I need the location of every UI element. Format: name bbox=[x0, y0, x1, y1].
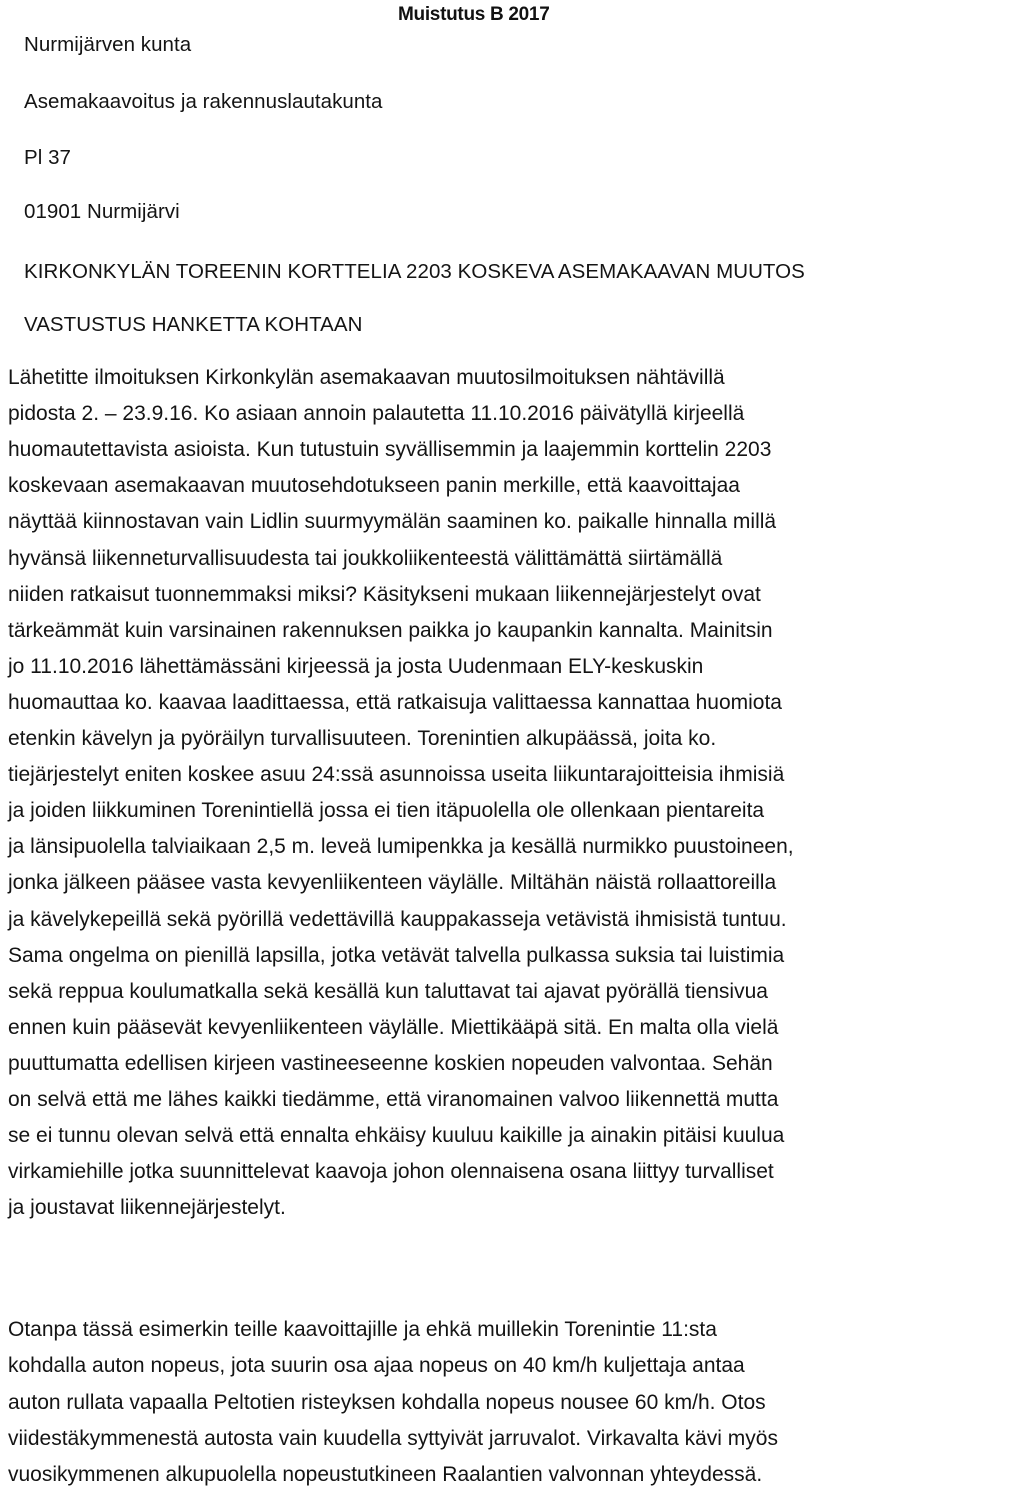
paragraph-1-line: Lähetitte ilmoituksen Kirkonkylän asemakaavan muutosilmoituksen nähtävillä bbox=[8, 366, 725, 389]
paragraph-1-line: ja joustavat liikennejärjestelyt. bbox=[8, 1196, 286, 1220]
subject-line-2: VASTUSTUS HANKETTA KOHTAAN bbox=[24, 313, 363, 336]
paragraph-2-line: vuosikymmenen alkupuolella nopeustutkineen Raalantien valvonnan yhteydessä. bbox=[8, 1463, 763, 1487]
subject-line-1: KIRKONKYLÄN TOREENIN KORTTELIA 2203 KOSKEVA ASEMAKAAVAN MUUTOS bbox=[24, 260, 805, 283]
recipient-board: Asemakaavoitus ja rakennuslautakunta bbox=[24, 90, 383, 113]
paragraph-1-line: sekä reppua koulumatkalla sekä kesällä kun taluttavat tai ajavat pyörällä tiensivua bbox=[8, 979, 768, 1003]
paragraph-2-line: viidestäkymmenestä autosta vain kuudella syttyivät jarruvalot. Virkavalta kävi myös bbox=[8, 1426, 778, 1450]
paragraph-1-line: huomautettavista asioista. Kun tutustuin syvällisemmin ja laajemmin korttelin 2203 bbox=[8, 438, 772, 462]
paragraph-1-line: on selvä että me lähes kaikki tiedämme, että viranomainen valvoo liikennettä mutta bbox=[8, 1088, 779, 1111]
reference-stamp: Muistutus B 2017 bbox=[398, 4, 550, 25]
paragraph-1-line: ennen kuin pääsevät kevyenliikenteen väylälle. Miettikääpä sitä. En malta olla vielä bbox=[8, 1015, 779, 1039]
paragraph-1-line: niiden ratkaisut tuonnemmaksi miksi? Käsitykseni mukaan liikennejärjestelyt ovat bbox=[8, 582, 761, 606]
paragraph-1-line: koskevaan asemakaavan muutosehdotukseen panin merkille, että kaavoittajaa bbox=[8, 474, 740, 498]
paragraph-1-line: näyttää kiinnostavan vain Lidlin suurmyymälän saaminen ko. paikalle hinnalla millä bbox=[8, 510, 777, 534]
paragraph-1-line: pidosta 2. – 23.9.16. Ko asiaan annoin palautetta 11.10.2016 päivätyllä kirjeellä bbox=[8, 402, 745, 426]
paragraph-1-line: jonka jälkeen pääsee vasta kevyenliikenteen väylälle. Miltähän näistä rollaattoreilla bbox=[8, 871, 777, 895]
paragraph-1-line: tärkeämmät kuin varsinainen rakennuksen paikka jo kaupankin kannalta. Mainitsin bbox=[8, 618, 773, 642]
paragraph-1-line: ja joiden liikkuminen Torenintiellä jossa ei tien itäpuolella ole ollenkaan pientareita bbox=[8, 799, 765, 823]
paragraph-1-line: etenkin kävelyn ja pyöräilyn turvallisuuteen. Torenintien alkupäässä, joita ko. bbox=[8, 727, 717, 750]
paragraph-2-line: kohdalla auton nopeus, jota suurin osa ajaa nopeus on 40 km/h kuljettaja antaa bbox=[8, 1354, 745, 1378]
paragraph-1-line: se ei tunnu olevan selvä että ennalta ehkäisy kuuluu kaikille ja ainakin pitäisi kuulua bbox=[8, 1124, 785, 1148]
paragraph-2-line: auton rullata vapaalla Peltotien risteyksen kohdalla nopeus nousee 60 km/h. Otos bbox=[8, 1390, 766, 1414]
paragraph-1-line: hyvänsä liikenneturvallisuudesta tai joukkoliikenteestä välittämättä siirtämällä bbox=[8, 546, 723, 570]
paragraph-1-line: huomauttaa ko. kaavaa laadittaessa, että ratkaisuja valittaessa kannattaa huomiota bbox=[8, 690, 782, 714]
paragraph-1-line: virkamiehille jotka suunnittelevat kaavoja johon olennaisena osana liittyy turvalliset bbox=[8, 1160, 774, 1184]
recipient-po-box: Pl 37 bbox=[24, 146, 71, 169]
paragraph-1-line: puuttumatta edellisen kirjeen vastineeseenne koskien nopeuden valvontaa. Sehän bbox=[8, 1051, 773, 1075]
recipient-postal-code: 01901 Nurmijärvi bbox=[24, 200, 180, 223]
paragraph-1-line: tiejärjestelyt eniten koskee asuu 24:ssä asunnoissa useita liikuntarajoitteisia ihmisiä bbox=[8, 763, 785, 787]
paragraph-1-line: Sama ongelma on pienillä lapsilla, jotka vetävät talvella pulkassa suksia tai luistimia bbox=[8, 943, 785, 967]
recipient-municipality: Nurmijärven kunta bbox=[24, 33, 192, 56]
paragraph-1-line: ja länsipuolella talviaikaan 2,5 m. leveä lumipenkka ja kesällä nurmikko puustoineen, bbox=[8, 835, 794, 859]
paragraph-1-line: ja kävelykepeillä sekä pyörillä vedettävillä kauppakasseja vetävistä ihmisistä tuntuu. bbox=[8, 907, 787, 931]
paragraph-2-line: Otanpa tässä esimerkin teille kaavoittajille ja ehkä muillekin Torenintie 11:sta bbox=[8, 1318, 717, 1341]
paragraph-1-line: jo 11.10.2016 lähettämässäni kirjeessä ja josta Uudenmaan ELY-keskuskin bbox=[8, 654, 704, 678]
